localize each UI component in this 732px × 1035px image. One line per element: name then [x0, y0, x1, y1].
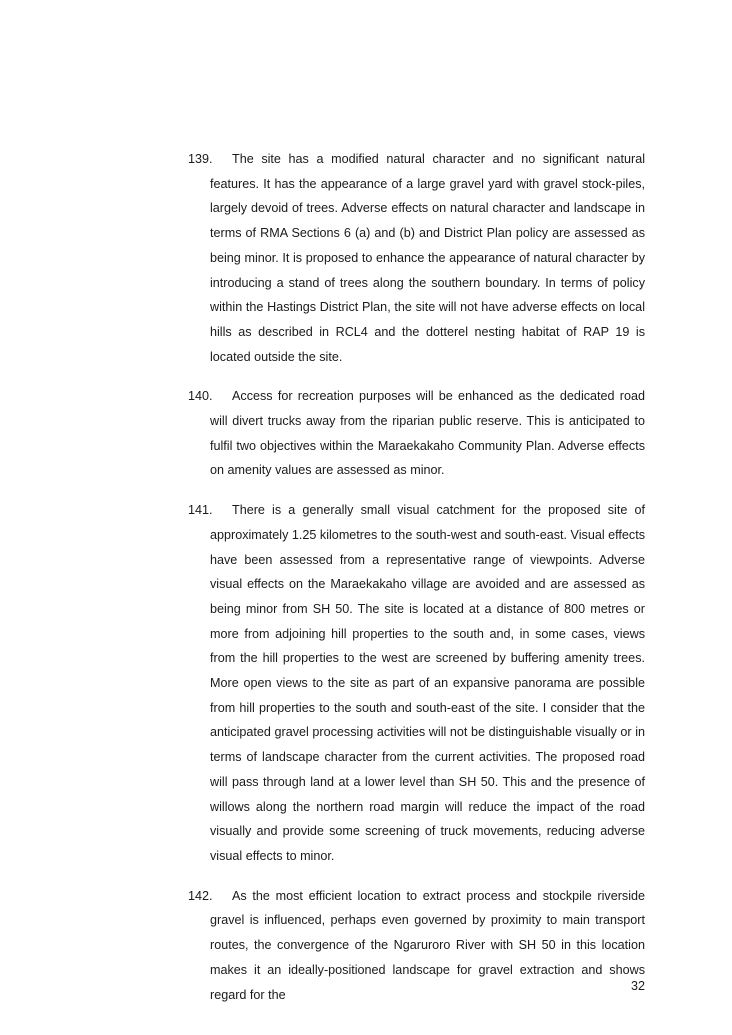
- document-body: [188, 147, 645, 1022]
- paragraph-number: 142.: [188, 888, 213, 903]
- paragraph-142: [188, 884, 645, 1008]
- paragraph-number: 141.: [188, 503, 213, 518]
- paragraph-text: Access for recreation purposes will be enhanced as the dedicated road will divert trucks away from the riparian public reserve. This is anticipated to fulfil two objectives within the Maraekakaho Community Plan. Adverse effects on amenity values are assessed as minor.: [210, 389, 645, 478]
- paragraph-number: 139.: [188, 152, 213, 166]
- page-number: 32: [630, 979, 645, 993]
- paragraph-text: There is a generally small visual catchment for the proposed site of approximately 1.25 kilometres to the south-west and south-east. Visual effects have been assessed from a representative range of viewpoints. Adverse visual effects on the Maraekakaho village are avoided and are assessed as being minor from SH 50. The site is located at a distance of 800 metres or more from adjoining hill properties to the south and, in some cases, views from the hill properties to the west are screened by buffering amenity trees. More open views to the site as part of an expansive panorama are possible from hill properties to the south and south-east of the site. I consider that the anticipated gravel processing activities will not be distinguishable visually or in terms of landscape character from the current activities. The proposed road will pass through land at a lower level than SH 50. This and the presence of willows along the northern road margin will reduce the impact of the road visually and provide some screening of truck movements, reducing adverse visual effects to minor.: [210, 503, 645, 863]
- paragraph-number: 140.: [188, 389, 213, 404]
- paragraph-text: As the most efficient location to extract process and stockpile riverside gravel is influenced, perhaps even governed by proximity to main transport routes, the convergence of the Ngaruroro River with SH 50 in this location makes it an ideally-positioned landscape for gravel extraction and shows regard for the: [210, 888, 645, 1002]
- paragraph-text: The site has a modified natural character and no significant natural features. It has the appearance of a large gravel yard with gravel stock-piles, largely devoid of trees. Adverse effects on natural character and landscape in terms of RMA Sections 6 (a) and (b) and District Plan policy are assessed as being minor. It is proposed to enhance the appearance of natural character by introducing a stand of trees along the southern boundary. In terms of policy within the Hastings District Plan, the site will not have adverse effects on local hills as described in RCL4 and the dotterel nesting habitat of RAP 19 is located outside the site.: [210, 152, 645, 364]
- paragraph-139: [188, 147, 645, 369]
- paragraph-140: [188, 384, 645, 483]
- paragraph-141: [188, 498, 645, 869]
